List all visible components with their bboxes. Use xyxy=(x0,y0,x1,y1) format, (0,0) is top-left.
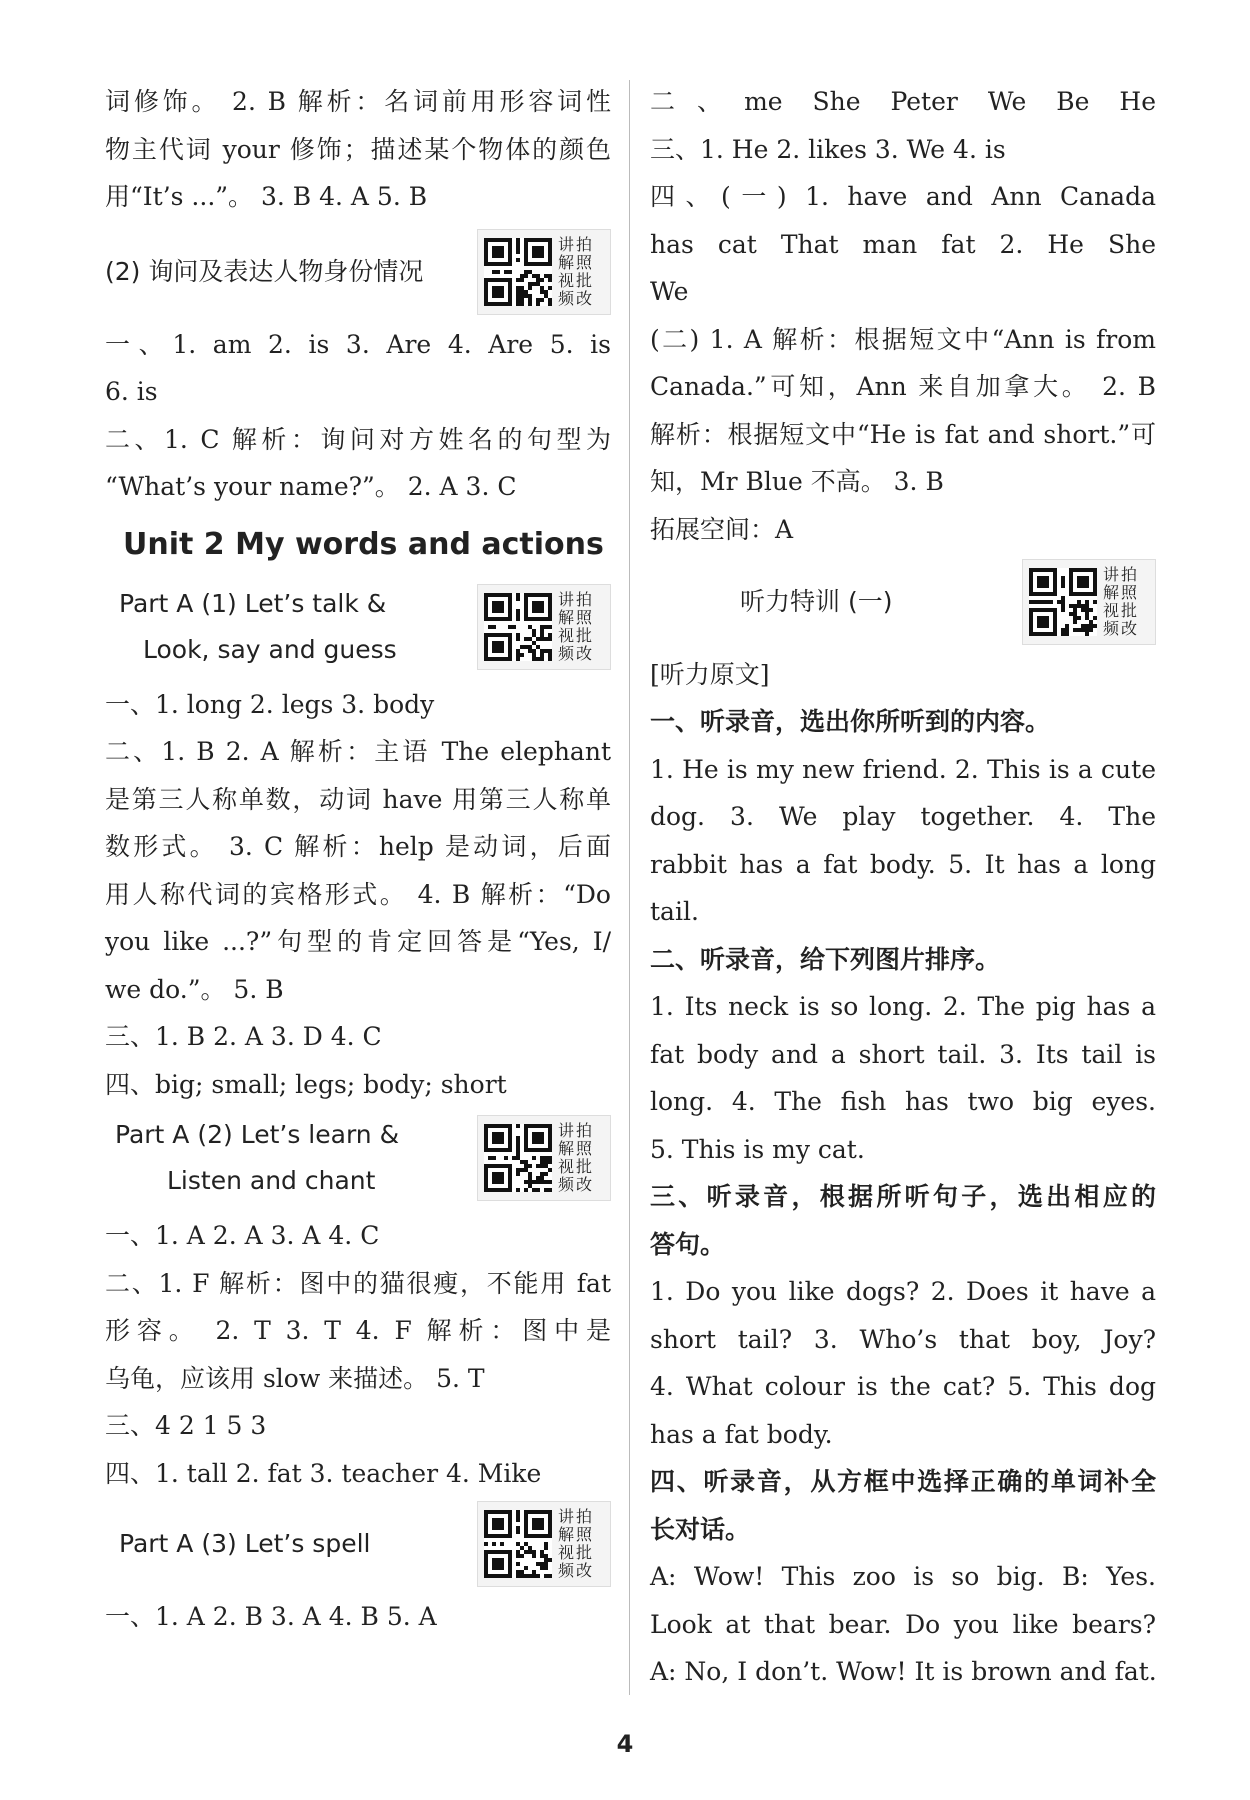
qr-label-char: 照 xyxy=(576,1139,593,1158)
qr-label-char: 解 xyxy=(558,1139,575,1158)
answer-line: 数形式。 3. C 解析：help 是动词，后面 xyxy=(105,832,611,861)
qr-label-char: 改 xyxy=(1121,619,1138,638)
qr-label xyxy=(558,591,594,663)
answer-line: 一、1. long 2. legs 3. body xyxy=(105,689,435,719)
section-title: 听力特训 (一) xyxy=(740,587,893,616)
qr-label-char: 照 xyxy=(576,607,593,627)
qr-label-char: 批 xyxy=(576,270,593,290)
qr-label-char: 讲 xyxy=(558,589,575,609)
transcript-line: fat body and a short tail. 3. Its tail is xyxy=(650,1039,1156,1069)
qr-label-char: 频 xyxy=(558,1175,575,1194)
qr-label-char: 拍 xyxy=(576,589,593,609)
question-heading: 二、听录音，给下列图片排序。 xyxy=(650,944,1001,974)
answer-line: you like ...?”句型的肯定回答是“Yes, I/ xyxy=(105,927,611,956)
answer-line: 形容。 2. T 3. T 4. F 解析：图中是 xyxy=(105,1316,611,1345)
qr-code[interactable] xyxy=(477,584,611,670)
transcript-line: Look at that bear. Do you like bears? xyxy=(650,1609,1156,1639)
qr-code[interactable] xyxy=(1022,559,1156,645)
qr-label-char: 频 xyxy=(558,643,575,663)
section-title: Part A (3) Let’s spell xyxy=(119,1529,371,1558)
section-header xyxy=(105,1501,611,1587)
transcript-line: 4. What colour is the cat? 5. This dog xyxy=(650,1372,1156,1401)
answer-line: 三、1. He 2. likes 3. We 4. is xyxy=(650,134,1006,164)
answer-line: 用人称代词的宾格形式。 4. B 解析：“Do xyxy=(105,879,611,909)
transcript-line: long. 4. The fish has two big eyes. xyxy=(650,1087,1156,1116)
section-title: Part A (2) Let’s learn & xyxy=(115,1120,400,1149)
qr-label-char: 拍 xyxy=(576,1507,593,1526)
qr-label-char: 批 xyxy=(1121,601,1138,620)
transcript-line: 1. Do you like dogs? 2. Does it have a xyxy=(650,1277,1156,1306)
section-header xyxy=(105,581,611,673)
question-heading: 一、听录音，选出你所听到的内容。 xyxy=(650,707,1051,736)
qr-code-icon xyxy=(484,593,552,661)
transcript-line: short tail? 3. Who’s that boy, Joy? xyxy=(650,1324,1156,1354)
section-title: Part A (1) Let’s talk & xyxy=(119,588,387,618)
page-number: 4 xyxy=(616,1730,634,1758)
answer-line: 二、1. B 2. A 解析：主语 The elephant xyxy=(105,737,611,766)
qr-code[interactable] xyxy=(477,1115,611,1201)
answer-line: 乌龟，应该用 slow 来描述。 5. T xyxy=(105,1363,485,1393)
answer-line: 三、1. B 2. A 3. D 4. C xyxy=(105,1022,382,1051)
answer-line: (二) 1. A 解析：根据短文中“Ann is from xyxy=(650,324,1156,354)
qr-label-char: 讲 xyxy=(1103,565,1120,584)
section-header xyxy=(105,229,611,315)
qr-label-char: 讲 xyxy=(558,234,575,254)
qr-code-icon xyxy=(484,1510,552,1578)
qr-label-char: 讲 xyxy=(558,1121,575,1140)
qr-code[interactable] xyxy=(477,229,611,315)
answer-line: Canada.”可知，Ann 来自加拿大。 2. B xyxy=(650,372,1156,401)
transcript-label: [听力原文] xyxy=(650,660,770,689)
left-column xyxy=(105,78,611,1641)
qr-label-char: 频 xyxy=(1103,619,1120,638)
qr-label-char: 照 xyxy=(1121,583,1138,602)
question-heading: 长对话。 xyxy=(650,1514,751,1544)
answer-line: we do.”。 5. B xyxy=(105,974,284,1004)
qr-label-char: 改 xyxy=(576,1561,593,1580)
right-column xyxy=(650,78,1156,1696)
qr-label-char: 批 xyxy=(576,625,593,645)
section-header xyxy=(650,559,1156,645)
answer-line: 知，Mr Blue 不高。 3. B xyxy=(650,467,944,496)
answer-line: 四、big; small; legs; body; short xyxy=(105,1069,507,1099)
qr-label-char: 照 xyxy=(576,252,593,272)
answer-line: 二、1. F 解析：图中的猫很瘦，不能用 fat xyxy=(105,1268,611,1298)
qr-label-char: 照 xyxy=(576,1525,593,1544)
qr-label-char: 解 xyxy=(558,607,575,627)
qr-label-char: 视 xyxy=(558,625,575,645)
qr-code-icon xyxy=(1029,568,1097,636)
qr-label xyxy=(558,1122,594,1194)
transcript-line: 1. Its neck is so long. 2. The pig has a xyxy=(650,992,1156,1021)
transcript-line: 1. He is my new friend. 2. This is a cute xyxy=(650,754,1156,784)
answer-line: “What’s your name?”。 2. A 3. C xyxy=(105,472,517,501)
answer-line: We xyxy=(650,277,689,306)
qr-label-char: 解 xyxy=(558,1525,575,1544)
qr-label xyxy=(558,236,594,308)
qr-label-char: 视 xyxy=(1103,601,1120,620)
transcript-line: A: No, I don’t. Wow! It is brown and fat. xyxy=(650,1657,1157,1686)
answer-line: 一、1. am 2. is 3. Are 4. Are 5. is xyxy=(105,329,611,359)
column-divider xyxy=(629,80,630,1695)
answer-line: 二、1. C 解析：询问对方姓名的句型为 xyxy=(105,424,611,454)
transcript-line: rabbit has a fat body. 5. It has a long xyxy=(650,849,1156,879)
qr-label-char: 改 xyxy=(576,1175,593,1194)
qr-code-icon xyxy=(484,1124,552,1192)
transcript-line: tail. xyxy=(650,897,699,926)
answer-line: 解析：根据短文中“He is fat and short.”可 xyxy=(650,419,1156,449)
answer-line: 物主代词 your 修饰；描述某个物体的颜色 xyxy=(105,134,611,164)
section-subtitle: Look, say and guess xyxy=(143,634,397,664)
unit-title: Unit 2 My words and actions xyxy=(123,526,604,562)
qr-label-char: 视 xyxy=(558,1543,575,1562)
qr-label-char: 拍 xyxy=(1121,565,1138,584)
qr-label-char: 改 xyxy=(576,288,593,308)
qr-label-char: 视 xyxy=(558,1157,575,1176)
qr-label-char: 拍 xyxy=(576,1121,593,1140)
answer-line: 拓展空间：A xyxy=(650,514,794,544)
answer-line: 一、1. A 2. B 3. A 4. B 5. A xyxy=(105,1602,437,1631)
qr-label-char: 解 xyxy=(1103,583,1120,602)
qr-label xyxy=(558,1508,594,1580)
qr-code[interactable] xyxy=(477,1501,611,1587)
qr-label-char: 改 xyxy=(576,643,593,663)
qr-label-char: 批 xyxy=(576,1543,593,1562)
qr-label-char: 视 xyxy=(558,270,575,290)
transcript-line: 5. This is my cat. xyxy=(650,1134,865,1164)
qr-label-char: 频 xyxy=(558,288,575,308)
answer-line: 一、1. A 2. A 3. A 4. C xyxy=(105,1221,380,1250)
qr-code-icon xyxy=(484,238,552,306)
question-heading: 四、听录音，从方框中选择正确的单词补全 xyxy=(650,1467,1156,1496)
question-heading: 答句。 xyxy=(650,1229,726,1259)
answer-line: 用“It’s ...”。 3. B 4. A 5. B xyxy=(105,182,428,211)
answer-line: 三、4 2 1 5 3 xyxy=(105,1411,267,1440)
qr-label xyxy=(1103,566,1139,638)
answer-line: 6. is xyxy=(105,377,158,406)
answer-line: 是第三人称单数，动词 have 用第三人称单 xyxy=(105,784,611,814)
qr-label-char: 讲 xyxy=(558,1507,575,1526)
answer-line: has cat That man fat 2. He She xyxy=(650,229,1156,259)
transcript-line: has a fat body. xyxy=(650,1419,833,1449)
section-header xyxy=(105,1112,611,1204)
transcript-line: dog. 3. We play together. 4. The xyxy=(650,802,1156,831)
section-subtitle: Listen and chant xyxy=(167,1166,376,1195)
transcript-line: A: Wow! This zoo is so big. B: Yes. xyxy=(650,1562,1156,1591)
section-title: (2) 询问及表达人物身份情况 xyxy=(105,256,424,286)
answer-line: 四、1. tall 2. fat 3. teacher 4. Mike xyxy=(105,1458,542,1488)
question-heading: 三、听录音，根据所听句子，选出相应的 xyxy=(650,1182,1156,1211)
qr-label-char: 批 xyxy=(576,1157,593,1176)
qr-label-char: 解 xyxy=(558,252,575,272)
answer-line: 二、me She Peter We Be He xyxy=(650,87,1156,116)
qr-label-char: 频 xyxy=(558,1561,575,1580)
qr-label-char: 拍 xyxy=(576,234,593,254)
answer-line: 词修饰。 2. B 解析：名词前用形容词性 xyxy=(105,87,611,116)
answer-line: 四、(一) 1. have and Ann Canada xyxy=(650,182,1156,211)
